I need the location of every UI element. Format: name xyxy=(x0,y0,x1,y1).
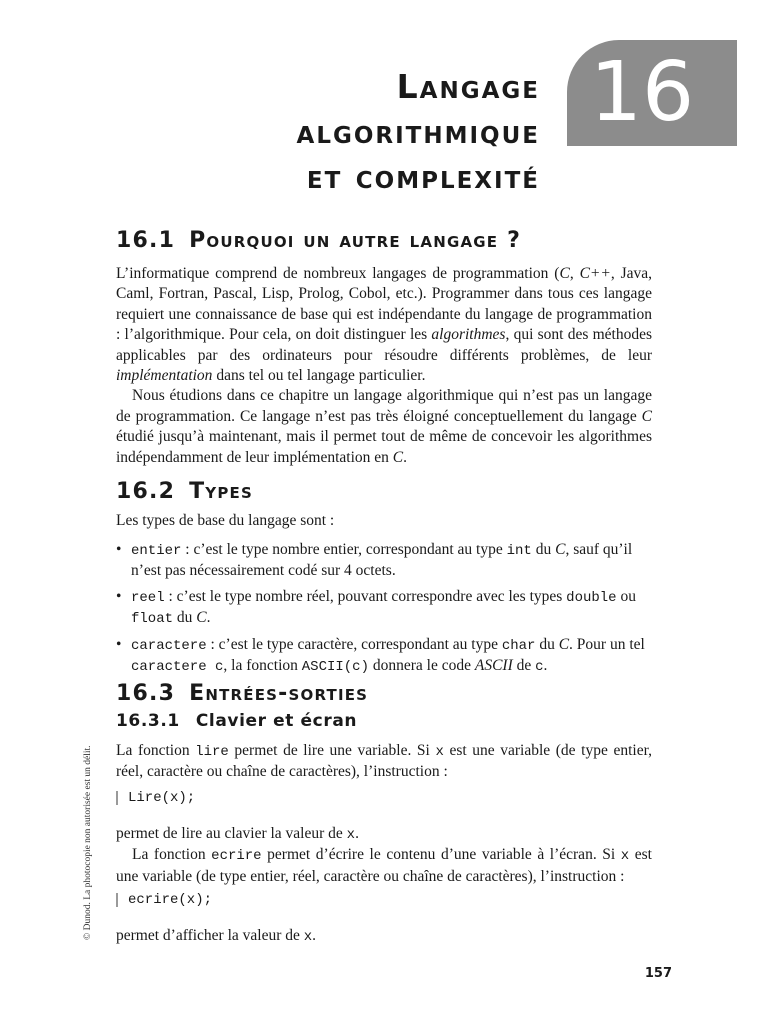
list-item: • entier : c’est le type nombre entier, correspondant au type int du C, sauf qu’il n’est pas nécessairement codé sur 4 octets. xyxy=(116,541,633,580)
code-ecrire xyxy=(116,892,212,908)
code-lire xyxy=(116,790,195,806)
paragraph: La fonction lire permet de lire une variable. Si x est une variable (de type entier, réel, caractère ou chaîne de caractères), l’instruction : xyxy=(116,742,652,781)
bullet-icon: • xyxy=(116,541,122,558)
code-text: Lire(x); xyxy=(128,790,196,806)
bullet-icon: • xyxy=(116,587,122,605)
list-item: • reel : c’est le type nombre réel, pouvant correspondre avec les types double ou float du C. xyxy=(116,587,636,628)
code-bar xyxy=(116,893,118,907)
section-heading-16-2 xyxy=(116,479,253,504)
section-heading-16-1 xyxy=(116,228,521,253)
chapter-number: 16 xyxy=(589,45,695,140)
afficher-description xyxy=(116,926,652,947)
section-number: 16.3 xyxy=(116,681,176,706)
page-number: 157 xyxy=(644,966,672,981)
chapter-title-line-2: algorithmique xyxy=(296,112,540,151)
types-list xyxy=(116,540,652,682)
types-intro: Les types de base du langage sont : xyxy=(116,512,335,529)
copyright-note: © Dunod. La photocopie non autorisée est un délit. xyxy=(83,745,93,940)
subsection-number: 16.3.1 xyxy=(116,711,180,731)
list-item: • caractere : c’est le type caractère, correspondant au type char du C. Pour un tel caractere c, la fonction ASCII(c) donnera le code ASCII de c. xyxy=(116,635,645,676)
code-bar xyxy=(116,791,118,805)
paragraph: permet de lire au clavier la valeur de x. xyxy=(116,825,359,843)
section-number: 16.1 xyxy=(116,228,176,253)
subsection-title: Clavier et écran xyxy=(195,711,358,731)
paragraph: Nous étudions dans ce chapitre un langage algorithmique qui n’est pas un langage de programmation. Ce langage n’est pas très éloigné conceptuellement du langage C étudié jusqu’à maintenant, mais il permet tout de même de concevoir les algorithmes indépendamment de leur implémentation en C. xyxy=(116,387,652,466)
paragraph: La fonction ecrire permet d’écrire le contenu d’une variable à l’écran. Si x est une variable (de type entier, réel, caractère ou chaîne de caractères), l’instruction : xyxy=(116,846,652,885)
section-16-1-body xyxy=(116,264,652,468)
section-title: Types xyxy=(189,479,254,504)
section-title: Entrées-sorties xyxy=(189,681,369,706)
paragraph: permet d’afficher la valeur de x. xyxy=(116,927,317,945)
chapter-title-line-1: Langage xyxy=(396,67,540,106)
chapter-number-box xyxy=(567,40,737,146)
section-title: Pourquoi un autre langage ? xyxy=(189,228,522,253)
paragraph: L’informatique comprend de nombreux langages de programmation (C, C++, Java, Caml, Fortran, Pascal, Lisp, Prolog, Cobol, etc.). Programmer dans tous ces langage requiert une connaissance de base qui est indépendante du langage de programmation : l’algorithmique. Pour cela, on doit distinguer les algorithmes, qui sont des méthodes applicables par des ordinateurs pour résoudre différents problèmes, de leur implémentation dans tel ou tel langage particulier. xyxy=(116,265,653,385)
lire-description xyxy=(116,741,652,783)
section-heading-16-3 xyxy=(116,681,368,706)
chapter-title-line-3: et complexité xyxy=(306,157,540,196)
section-number: 16.2 xyxy=(116,479,176,504)
code-text: ecrire(x); xyxy=(128,892,213,908)
bullet-icon: • xyxy=(116,635,122,653)
ecrire-description xyxy=(116,824,652,887)
subsection-heading-16-3-1 xyxy=(116,711,357,731)
